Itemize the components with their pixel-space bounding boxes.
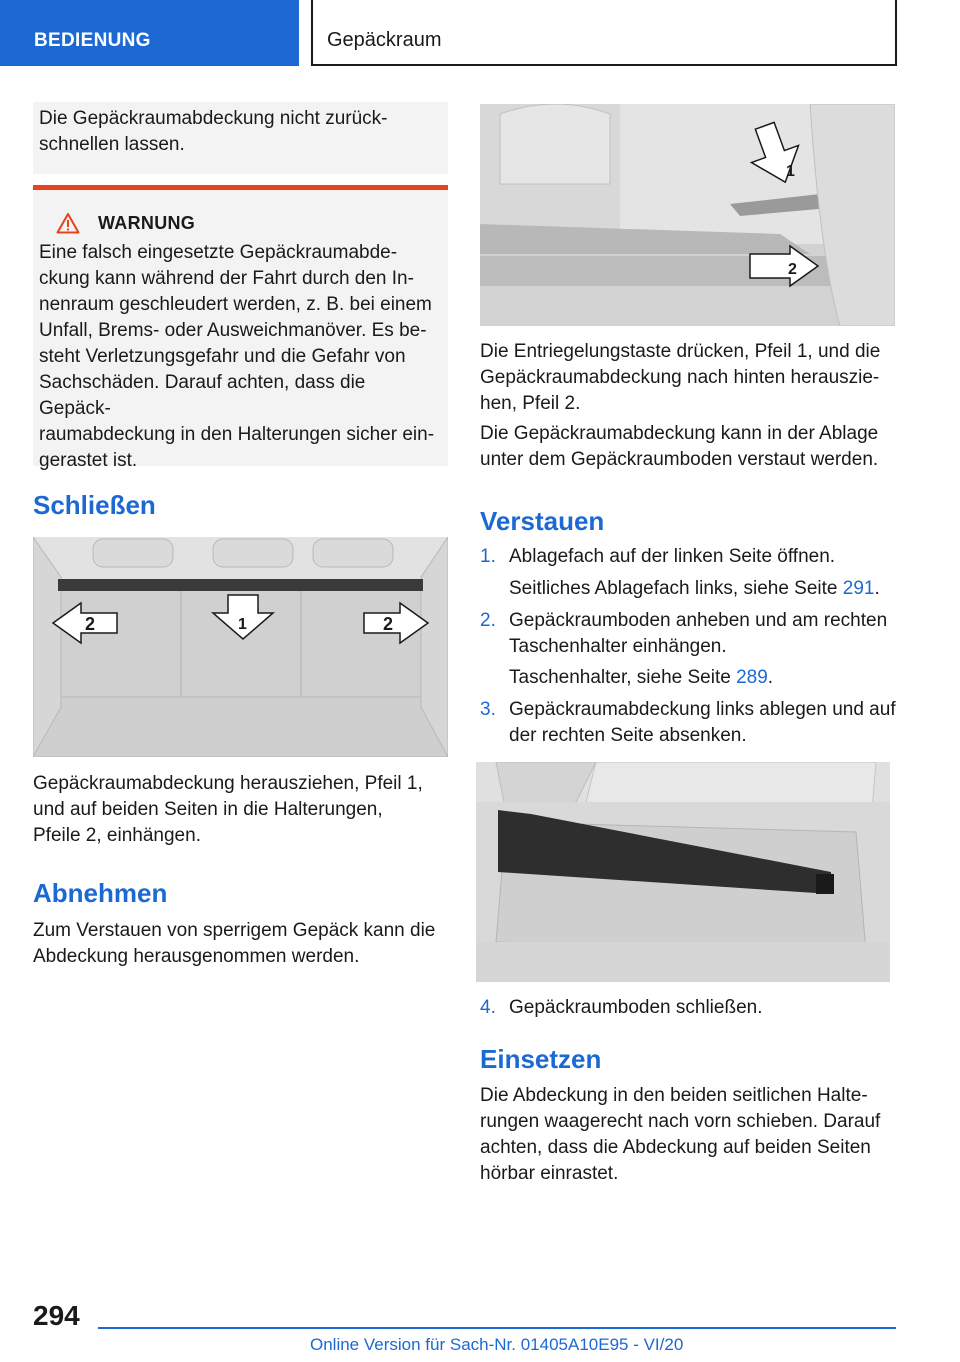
note-line: schnellen lassen. [39, 134, 185, 155]
caption-line: Gepäckraumabdeckung nach hinten herauszie- [480, 367, 880, 388]
body-line: Abdeckung herausgenommen werden. [33, 946, 360, 967]
image-label: 2 [85, 614, 96, 634]
warning-line: gerastet ist. [39, 450, 138, 471]
warning-line: Unfall, Brems- oder Ausweichmanöver. Es be- [39, 320, 427, 341]
caption-line: hen, Pfeil 2. [480, 393, 581, 414]
einsetzen-text [480, 1083, 900, 1187]
note-box [33, 102, 448, 174]
image-label: 1 [238, 616, 247, 633]
body-line: Die Abdeckung in den beiden seitlichen Halte- [480, 1085, 868, 1106]
warning-triangle-icon [56, 212, 80, 234]
schliessen-caption [33, 771, 448, 849]
release-caption [480, 339, 900, 417]
page-link-291[interactable]: 291 [842, 578, 875, 599]
warning-header [39, 210, 442, 236]
step-text: Gepäckraumboden schließen. [509, 997, 763, 1018]
step-1-reference: Seitliches Ablagefach links, siehe Seite 291. [509, 578, 880, 599]
warning-line: ckung kann während der Fahrt durch den In- [39, 268, 414, 289]
reference-text: Taschenhalter, siehe Seite [509, 667, 737, 688]
footer-version: Online Version für Sach-Nr. 01405A10E95 - VI/20 [310, 1335, 684, 1354]
footer-divider [98, 1327, 896, 1329]
step-number: 3. [480, 699, 496, 720]
page-number: 294 [33, 1300, 80, 1331]
caption-line: Gepäckraumabdeckung herausziehen, Pfeil 1, [33, 773, 423, 794]
image-label: 1 [786, 163, 795, 180]
step-text: Ablagefach auf der linken Seite öffnen. [509, 546, 836, 567]
step-number: 1. [480, 546, 496, 567]
step-number: 2. [480, 610, 496, 631]
reference-text: Seitliches Ablagefach links, siehe Seite [509, 578, 843, 599]
heading-einsetzen: Einsetzen [480, 1044, 602, 1074]
release-button-image [480, 104, 895, 326]
warning-line: nenraum geschleudert werden, z. B. bei einem [39, 294, 432, 315]
body-line: unter dem Gepäckraumboden verstaut werden. [480, 449, 879, 470]
warning-line: raumabdeckung in den Halterungen sicher ein- [39, 424, 435, 445]
heading-schliessen: Schließen [33, 490, 156, 520]
trunk-illustration [33, 537, 448, 757]
trunk-cover-pull-image [33, 537, 448, 757]
abnehmen-text [33, 918, 448, 970]
heading-verstauen: Verstauen [480, 506, 605, 536]
caption-line: und auf beiden Seiten in die Halterungen, [33, 799, 383, 820]
page-link-289[interactable]: 289 [736, 667, 768, 688]
storage-note [480, 421, 900, 473]
section-label: BEDIENUNG [34, 30, 151, 51]
note-line: Die Gepäckraumabdeckung nicht zurück- [39, 108, 388, 129]
warning-line: Eine falsch eingesetzte Gepäckraumabde- [39, 242, 398, 263]
step-text: Gepäckraumabdeckung links ablegen und auf [509, 699, 896, 720]
body-line: Zum Verstauen von sperrigem Gepäck kann die [33, 920, 436, 941]
step-text: Taschenhalter einhängen. [509, 636, 727, 657]
stowed-cover-image [476, 762, 890, 982]
chapter-title-box [311, 0, 897, 66]
warning-line: Sachschäden. Darauf achten, dass die Gepäck- [39, 372, 366, 419]
underfloor-illustration [476, 762, 890, 982]
chapter-title: Gepäckraum [327, 29, 442, 51]
caption-line: Pfeile 2, einhängen. [33, 825, 201, 846]
section-tab[interactable] [0, 0, 299, 66]
body-line: rungen waagerecht nach vorn schieben. Darauf [480, 1111, 881, 1132]
trunk-side-illustration [480, 104, 895, 326]
step-number: 4. [480, 997, 496, 1018]
body-line: hörbar einrastet. [480, 1163, 619, 1184]
caption-line: Die Entriegelungstaste drücken, Pfeil 1, und die [480, 341, 881, 362]
image-label: 2 [383, 614, 394, 634]
heading-abnehmen: Abnehmen [33, 878, 168, 908]
step-text: Gepäckraumboden anheben und am rechten [509, 610, 888, 631]
warning-heading: WARNUNG [98, 213, 196, 233]
body-line: achten, dass die Abdeckung auf beiden Seiten [480, 1137, 871, 1158]
step-2-reference: Taschenhalter, siehe Seite 289. [509, 667, 774, 688]
body-line: Die Gepäckraumabdeckung kann in der Ablage [480, 423, 879, 444]
image-label: 2 [788, 261, 797, 278]
warning-box [33, 190, 448, 471]
warning-line: steht Verletzungsgefahr und die Gefahr von [39, 346, 406, 367]
step-text: der rechten Seite absenken. [509, 725, 747, 746]
